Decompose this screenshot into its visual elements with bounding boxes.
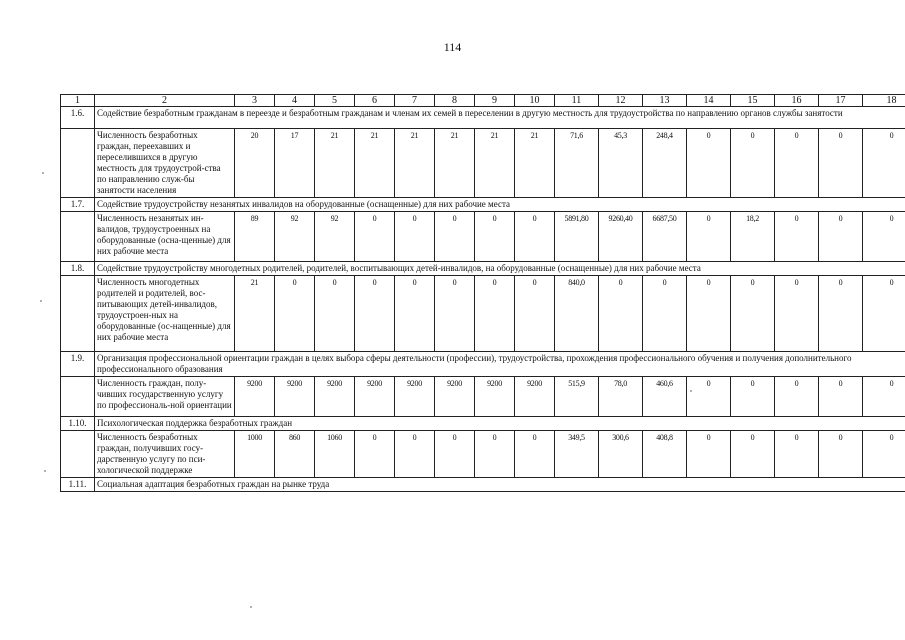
value-cell: 0 (315, 276, 355, 352)
value-cell: 9200 (475, 377, 515, 417)
value-cell: 0 (819, 431, 863, 478)
column-number-header: 4 (275, 95, 315, 107)
value-cell: 0 (863, 129, 905, 198)
value-cell: 0 (819, 276, 863, 352)
scan-speck (690, 390, 692, 392)
value-cell: 21 (435, 129, 475, 198)
column-number-row (61, 95, 905, 107)
indicators-table (60, 94, 905, 492)
value-cell: 18,2 (731, 212, 775, 262)
value-cell: 6687,50 (643, 212, 687, 262)
section-title-row (61, 262, 905, 276)
empty-cell (61, 276, 95, 352)
value-cell: 0 (599, 276, 643, 352)
value-cell: 0 (687, 431, 731, 478)
indicator-row (61, 212, 905, 262)
value-cell: 0 (475, 431, 515, 478)
value-cell: 0 (515, 212, 555, 262)
value-cell: 0 (643, 276, 687, 352)
section-title-row (61, 478, 905, 492)
column-number-header: 7 (395, 95, 435, 107)
value-cell: 408,8 (643, 431, 687, 478)
section-title-row (61, 107, 905, 129)
section-number: 1.7. (61, 198, 95, 212)
value-cell: 21 (395, 129, 435, 198)
empty-cell (61, 129, 95, 198)
value-cell: 0 (355, 276, 395, 352)
value-cell: 0 (475, 276, 515, 352)
section-title: Психологическая поддержка безработных граждан (95, 417, 905, 431)
value-cell: 78,0 (599, 377, 643, 417)
indicator-row (61, 431, 905, 478)
value-cell: 860 (275, 431, 315, 478)
section-title: Содействие трудоустройству незанятых инвалидов на оборудованные (оснащенные) для них рабочие места (95, 198, 905, 212)
value-cell: 20 (235, 129, 275, 198)
value-cell: 0 (687, 129, 731, 198)
value-cell: 300,6 (599, 431, 643, 478)
value-cell: 0 (819, 377, 863, 417)
column-number-header: 5 (315, 95, 355, 107)
value-cell: 1000 (235, 431, 275, 478)
column-number-header: 10 (515, 95, 555, 107)
value-cell: 45,3 (599, 129, 643, 198)
section-title-row (61, 198, 905, 212)
value-cell: 1060 (315, 431, 355, 478)
section-number: 1.10. (61, 417, 95, 431)
value-cell: 0 (687, 377, 731, 417)
section-number: 1.8. (61, 262, 95, 276)
value-cell: 349,5 (555, 431, 599, 478)
value-cell: 0 (355, 212, 395, 262)
value-cell: 0 (731, 129, 775, 198)
value-cell: 5891,80 (555, 212, 599, 262)
column-number-header: 14 (687, 95, 731, 107)
value-cell: 0 (775, 431, 819, 478)
column-number-header: 18 (863, 95, 905, 107)
value-cell: 0 (515, 276, 555, 352)
column-number-header: 9 (475, 95, 515, 107)
value-cell: 0 (863, 212, 905, 262)
value-cell: 0 (731, 377, 775, 417)
value-cell: 21 (475, 129, 515, 198)
section-number: 1.11. (61, 478, 95, 492)
value-cell: 0 (731, 276, 775, 352)
value-cell: 0 (395, 276, 435, 352)
indicator-label: Численность граждан, полу-чивших государственную услугу по профессиональ-ной ориентации (95, 377, 235, 417)
value-cell: 9200 (435, 377, 475, 417)
column-number-header: 1 (61, 95, 95, 107)
value-cell: 9200 (315, 377, 355, 417)
value-cell: 0 (819, 129, 863, 198)
value-cell: 0 (687, 276, 731, 352)
value-cell: 0 (475, 212, 515, 262)
value-cell: 0 (355, 431, 395, 478)
indicator-label: Численность безработных граждан, переехавших и переселившихся в другую местность для трудоустрой-ства по направлению служ-бы занятости населения (95, 129, 235, 198)
indicator-label: Численность многодетных родителей и родителей, вос-питывающих детей-инвалидов, трудоустроен-ных на оборудованные (ос-нащенные) для них рабочие места (95, 276, 235, 352)
value-cell: 17 (275, 129, 315, 198)
value-cell: 9260,40 (599, 212, 643, 262)
value-cell: 0 (819, 212, 863, 262)
value-cell: 9200 (235, 377, 275, 417)
indicator-row (61, 377, 905, 417)
value-cell: 9200 (515, 377, 555, 417)
section-title-row (61, 352, 905, 377)
value-cell: 9200 (395, 377, 435, 417)
value-cell: 248,4 (643, 129, 687, 198)
value-cell: 0 (731, 431, 775, 478)
value-cell: 92 (275, 212, 315, 262)
indicator-row (61, 276, 905, 352)
section-title: Содействие безработным гражданам в переезде и безработным гражданам и членам их семей в переселении в другую местность для трудоустройства по направлению органов службы занятости (95, 107, 905, 129)
value-cell: 21 (235, 276, 275, 352)
page-number: 114 (443, 40, 462, 54)
column-number-header: 15 (731, 95, 775, 107)
value-cell: 0 (435, 276, 475, 352)
column-number-header: 11 (555, 95, 599, 107)
value-cell: 92 (315, 212, 355, 262)
column-number-header: 6 (355, 95, 395, 107)
value-cell: 0 (687, 212, 731, 262)
section-title: Организация профессиональной ориентации граждан в целях выбора сферы деятельности (профессии), трудоустройства, прохождения профессионального обучения и получения дополнительного профессионального образования (95, 352, 905, 377)
value-cell: 0 (775, 377, 819, 417)
empty-cell (61, 431, 95, 478)
value-cell: 0 (775, 129, 819, 198)
value-cell: 460,6 (643, 377, 687, 417)
section-number: 1.9. (61, 352, 95, 377)
value-cell: 21 (515, 129, 555, 198)
scan-speck (40, 300, 42, 302)
scan-speck (44, 470, 46, 472)
column-number-header: 2 (95, 95, 235, 107)
indicator-label: Численность безработных граждан, получивших госу-дарственную услугу по пси-хологической поддержке (95, 431, 235, 478)
column-number-header: 3 (235, 95, 275, 107)
column-number-header: 12 (599, 95, 643, 107)
value-cell: 21 (315, 129, 355, 198)
value-cell: 21 (355, 129, 395, 198)
value-cell: 0 (775, 276, 819, 352)
value-cell: 0 (775, 212, 819, 262)
value-cell: 89 (235, 212, 275, 262)
section-number: 1.6. (61, 107, 95, 129)
value-cell: 840,0 (555, 276, 599, 352)
indicator-label: Численность незанятых ин-валидов, трудоустроенных на оборудованные (осна-щенные) для них рабочие места (95, 212, 235, 262)
table-body (61, 95, 905, 492)
value-cell: 71,6 (555, 129, 599, 198)
column-number-header: 13 (643, 95, 687, 107)
value-cell: 0 (395, 212, 435, 262)
value-cell: 515,9 (555, 377, 599, 417)
value-cell: 0 (395, 431, 435, 478)
section-title: Социальная адаптация безработных граждан на рынке труда (95, 478, 905, 492)
value-cell: 0 (275, 276, 315, 352)
value-cell: 0 (863, 276, 905, 352)
column-number-header: 17 (819, 95, 863, 107)
value-cell: 0 (515, 431, 555, 478)
value-cell: 9200 (275, 377, 315, 417)
value-cell: 0 (435, 212, 475, 262)
value-cell: 0 (863, 431, 905, 478)
column-number-header: 16 (775, 95, 819, 107)
section-title-row (61, 417, 905, 431)
indicator-row (61, 129, 905, 198)
scan-speck (42, 172, 44, 174)
column-number-header: 8 (435, 95, 475, 107)
value-cell: 0 (435, 431, 475, 478)
value-cell: 0 (863, 377, 905, 417)
section-title: Содействие трудоустройству многодетных родителей, родителей, воспитывающих детей-инвалидов, на оборудованные (оснащенные) для них рабочие места (95, 262, 905, 276)
value-cell: 9200 (355, 377, 395, 417)
scan-speck (250, 606, 252, 608)
empty-cell (61, 377, 95, 417)
empty-cell (61, 212, 95, 262)
